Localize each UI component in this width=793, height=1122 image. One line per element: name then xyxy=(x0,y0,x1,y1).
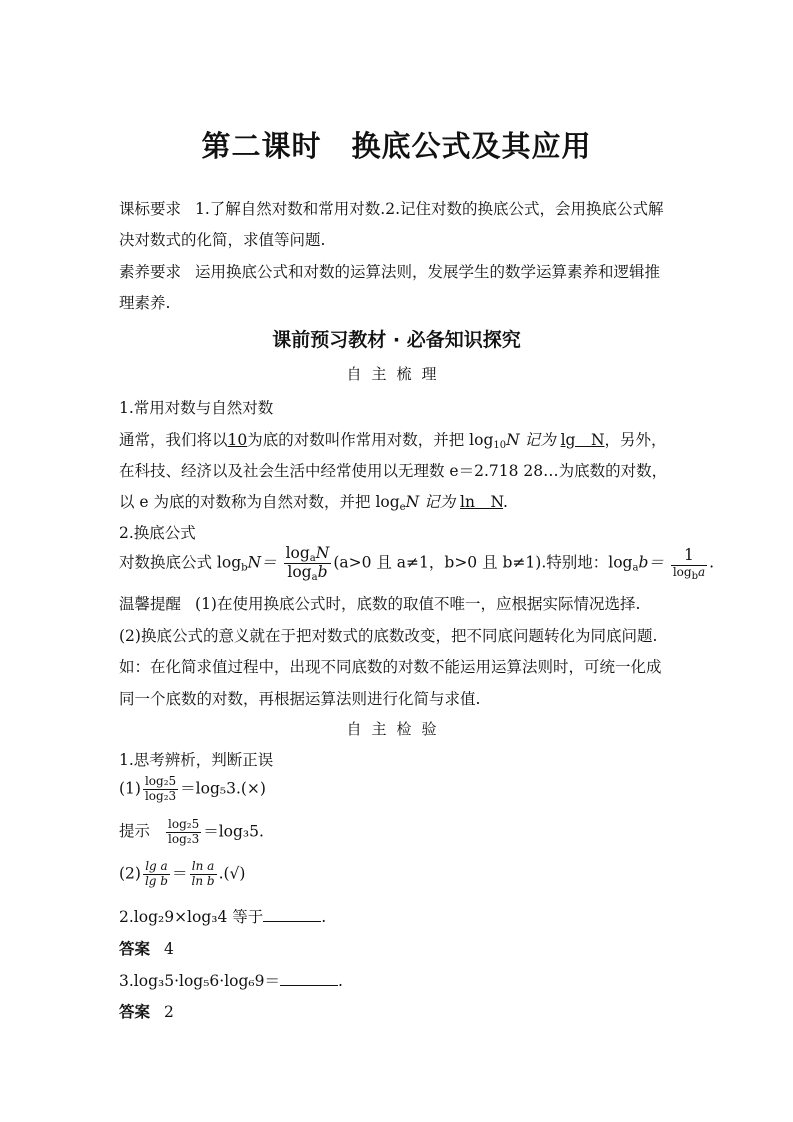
question-1-heading: 1.思考辨析，判断正误 xyxy=(119,751,274,769)
item1-text-g: . xyxy=(503,493,508,511)
answer-label-3: 答案 xyxy=(119,1002,151,1021)
section-heading: 课前预习教材 · 必备知识探究 xyxy=(272,329,521,351)
change-of-base-fraction xyxy=(284,545,332,582)
course-requirement-line-2: 决对数式的化简，求值等问题. xyxy=(119,231,326,249)
answer-2 xyxy=(119,937,174,959)
course-requirement-line-1 xyxy=(119,197,664,219)
tip-line-4: 同一个底数的对数，再根据运算法则进行化简与求值. xyxy=(119,690,481,708)
answer-3 xyxy=(119,1000,174,1022)
answer-blank-2 xyxy=(263,909,321,922)
sub-heading-self-review: 自主梳理 xyxy=(346,365,447,383)
formula-condition: (a>0 且 a≠1，b>0 且 b≠1).特别地：log xyxy=(333,553,633,572)
question-1-2: (2) $\frac{\text{lg a}}{\text{lg b}}$ ＝ $\frac{\text{ln a}}{\text{ln b}}$ .(√) xyxy=(119,859,246,888)
formula-N: N＝ xyxy=(247,553,277,572)
answer-blank-3 xyxy=(280,973,338,986)
special-denominator: $\log_ba$ xyxy=(672,564,706,582)
item1-line-2: 在科技、经济以及社会生活中经常使用以无理数 e＝2.718 28…为底数的对数， xyxy=(119,462,668,480)
condition-sub-a: a xyxy=(632,562,639,574)
item1-text-a: 通常，我们将以 xyxy=(119,431,228,449)
special-end: . xyxy=(709,553,715,572)
item1-text-f: N 记为 xyxy=(405,493,456,511)
hint-line: 提示 $\frac{\text{log₂5}}{\text{log₂3}}$ ＝log₃5. xyxy=(119,817,264,846)
course-requirement-label: 课标要求 xyxy=(119,200,182,218)
fraction-denominator: $\log_ab$ xyxy=(287,562,328,583)
item1-blank-ln: ln N xyxy=(460,493,504,511)
item2-heading: 2.换底公式 xyxy=(119,524,196,542)
answer-value-2: 4 xyxy=(164,940,174,958)
tip-line-1 xyxy=(119,592,640,614)
q1-2-fraction-ln: $\frac{\text{ln a}}{\text{ln b}}$ xyxy=(191,859,215,888)
question-3: 3.log₃5·log₅6·log₆9＝ . xyxy=(119,972,343,990)
change-of-base-formula xyxy=(119,545,714,582)
item1-text-c: N 记为 xyxy=(506,431,556,449)
tip-text-1: (1)在使用换底公式时，底数的取值不唯一，应根据实际情况选择. xyxy=(195,595,641,613)
item1-text-d: ，另外， xyxy=(604,431,667,449)
literacy-requirement-line-2: 理素养. xyxy=(119,294,171,312)
item1-text-e: 以 e 为底的对数称为自然对数，并把 log xyxy=(119,493,400,511)
item1-line-3 xyxy=(119,490,508,512)
literacy-requirement-line-1 xyxy=(119,260,660,282)
item1-sub-e: e xyxy=(399,502,406,513)
page-title: 第二课时 换底公式及其应用 xyxy=(201,129,592,163)
tip-label: 温馨提醒 xyxy=(119,595,182,613)
item1-sub-10: 10 xyxy=(493,440,507,451)
q1-2-fraction-lg: $\frac{\text{lg a}}{\text{lg b}}$ xyxy=(144,859,168,888)
tip-line-2: (2)换底公式的意义就在于把对数式的底数改变，把不同底问题转化为同底问题. xyxy=(119,627,658,645)
fraction-numerator: $\log_aN$ xyxy=(285,544,330,564)
sub-heading-self-check: 自主检验 xyxy=(346,720,447,738)
condition-tail: b＝ xyxy=(638,553,664,572)
hint-fraction: $\frac{\text{log₂5}}{\text{log₂3}}$ xyxy=(168,817,200,846)
item1-text-b: 为底的对数叫作常用对数，并把 log xyxy=(247,431,494,449)
literacy-requirement-text-1: 运用换底公式和对数的运算法则，发展学生的数学运算素养和逻辑推 xyxy=(195,263,661,281)
answer-label-2: 答案 xyxy=(119,939,151,958)
q1-1-fraction: $\frac{\text{log₂5}}{\text{log₂3}}$ xyxy=(144,774,177,803)
formula-sub-b: b xyxy=(241,562,248,574)
hint-label: 提示 xyxy=(119,822,151,841)
item1-blank-ten: 10 xyxy=(227,431,248,449)
item1-line-1 xyxy=(119,428,667,450)
special-case-fraction xyxy=(671,547,707,580)
course-requirement-text-1: 1.了解自然对数和常用对数.2.记住对数的换底公式，会用换底公式解 xyxy=(195,200,664,218)
item1-heading: 1.常用对数与自然对数 xyxy=(119,399,274,417)
special-numerator: 1 xyxy=(671,547,707,566)
tip-line-3: 如：在化简求值过程中，出现不同底数的对数不能运用运算法则时，可统一化成 xyxy=(119,658,662,676)
question-1-1: (1) $\frac{\text{log₂5}}{\text{log₂3}}$ ＝log₅3.(×) xyxy=(119,774,266,803)
item1-blank-lg: lg N xyxy=(560,431,605,449)
literacy-requirement-label: 素养要求 xyxy=(119,263,182,281)
question-2: 2.log₂9×log₃4 等于 . xyxy=(119,908,327,926)
formula-prefix: 对数换底公式 log xyxy=(119,553,242,572)
answer-value-3: 2 xyxy=(164,1003,174,1021)
